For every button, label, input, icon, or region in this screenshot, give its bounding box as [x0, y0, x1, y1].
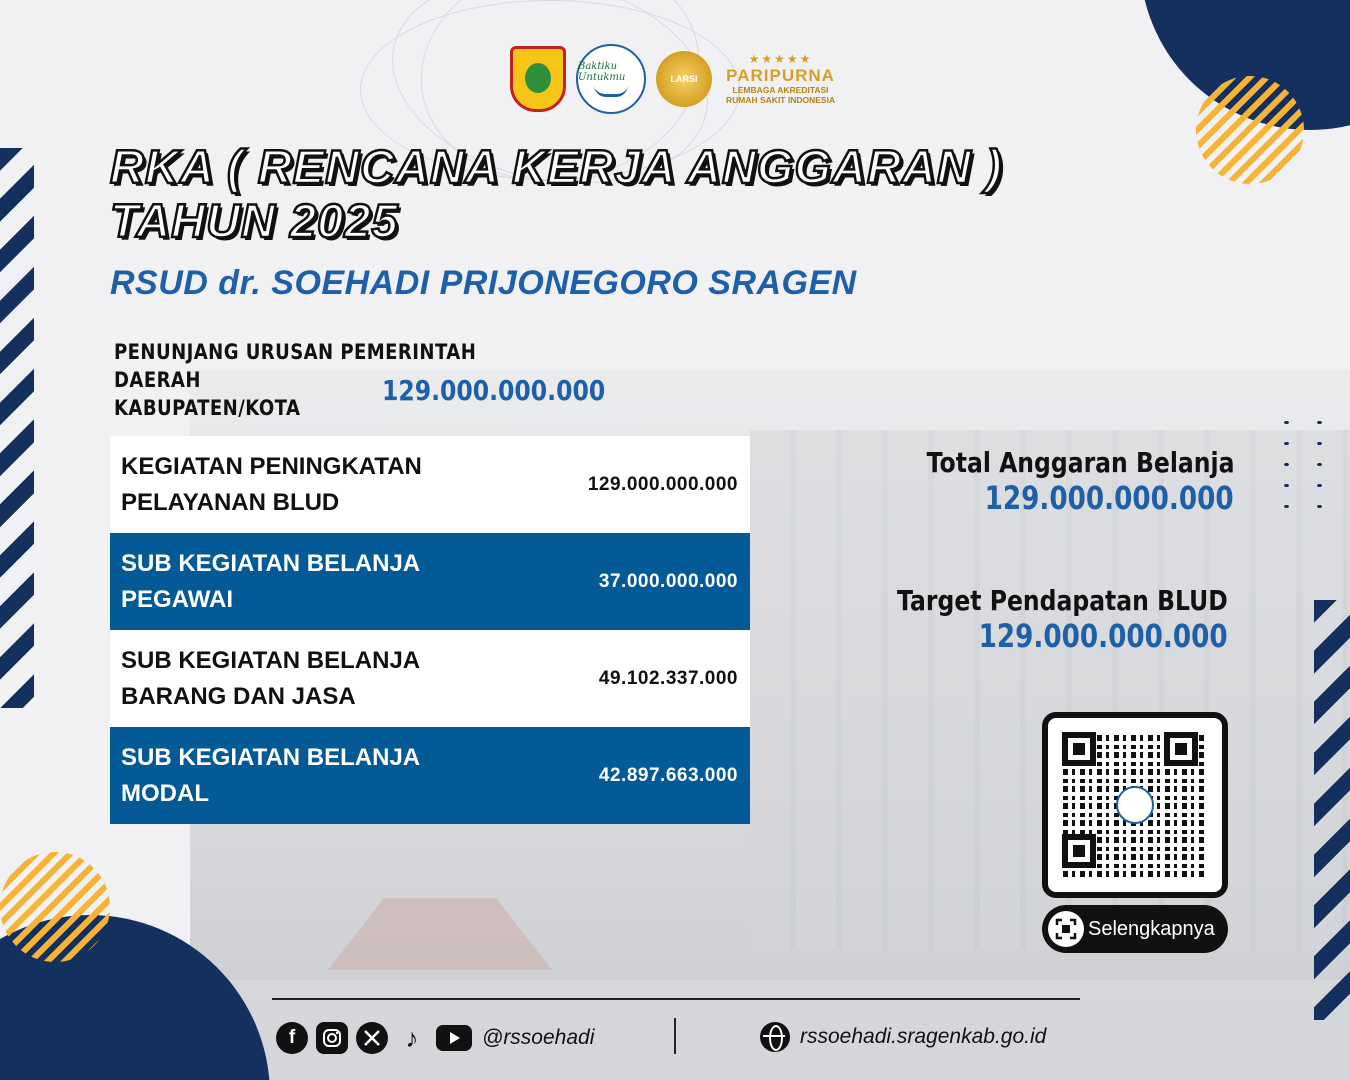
qr-finder-pattern	[1164, 732, 1198, 766]
penunjang-label-line2: KABUPATEN/KOTA	[114, 396, 301, 420]
row-label	[121, 449, 501, 521]
table-row	[110, 630, 750, 727]
facebook-icon[interactable]: f	[276, 1022, 308, 1054]
title-line-2: TAHUN 2025	[110, 194, 399, 247]
rsud-logo-text: Baktiku Untukmu	[578, 61, 626, 83]
sragen-regency-logo	[510, 46, 566, 112]
paripurna-title: PARIPURNA	[726, 66, 835, 86]
qr-finder-pattern	[1062, 834, 1096, 868]
footer-divider	[272, 998, 1080, 1000]
dot-grid-decoration	[1270, 412, 1336, 512]
row-label-line1: KEGIATAN PENINGKATAN	[121, 452, 422, 480]
target-revenue-label: Target Pendapatan BLUD	[897, 584, 1228, 617]
total-budget-value: 129.000.000.000	[985, 479, 1234, 517]
row-value: 37.000.000.000	[598, 570, 738, 592]
page-title	[110, 140, 1110, 248]
row-label	[121, 643, 501, 715]
selengkapnya-label: Selengkapnya	[1088, 917, 1215, 940]
row-value: 129.000.000.000	[587, 473, 738, 495]
table-row	[110, 436, 750, 533]
paripurna-badge	[726, 52, 835, 106]
row-label-line2: PELAYANAN BLUD	[121, 488, 340, 516]
target-revenue-value: 129.000.000.000	[979, 617, 1228, 655]
row-label	[121, 546, 501, 618]
logo-row	[510, 44, 835, 114]
paripurna-line1: LEMBAGA AKREDITASI	[732, 85, 829, 96]
penunjang-label-line1: PENUNJANG URUSAN PEMERINTAH DAERAH	[114, 340, 477, 392]
stars-icon: ★★★★★	[748, 52, 813, 67]
row-value: 49.102.337.000	[598, 667, 738, 689]
footer-separator	[674, 1018, 676, 1054]
larsi-logo	[656, 51, 712, 107]
website-link[interactable]	[760, 1022, 1046, 1052]
row-label-line2: BARANG DAN JASA	[121, 682, 356, 710]
total-budget-label: Total Anggaran Belanja	[926, 446, 1234, 479]
rsud-logo	[576, 44, 646, 114]
penunjang-value: 129.000.000.000	[382, 374, 606, 407]
social-handle[interactable]: @rssoehadi	[482, 1026, 595, 1049]
larsi-logo-text: LARSI	[670, 74, 698, 84]
qr-center-logo	[1116, 786, 1154, 824]
selengkapnya-button[interactable]	[1042, 905, 1228, 953]
budget-table	[110, 436, 750, 824]
row-label-line1: SUB KEGIATAN BELANJA	[121, 549, 421, 577]
row-label-line1: SUB KEGIATAN BELANJA	[121, 743, 421, 771]
target-revenue	[834, 584, 1228, 655]
hospital-name: RSUD dr. SOEHADI PRIJONEGORO SRAGEN	[110, 264, 857, 302]
instagram-icon[interactable]	[316, 1022, 348, 1054]
x-icon[interactable]	[356, 1022, 388, 1054]
striped-circle-top-right	[1196, 76, 1304, 184]
youtube-icon[interactable]	[436, 1025, 472, 1051]
table-row	[110, 727, 750, 824]
title-line-1: RKA ( RENCANA KERJA ANGGARAN )	[110, 140, 1003, 193]
social-links	[276, 1022, 594, 1054]
diagonal-stripes-left	[0, 148, 34, 708]
row-label-line1: SUB KEGIATAN BELANJA	[121, 646, 421, 674]
tiktok-icon[interactable]: ♪	[405, 1022, 419, 1053]
hands-icon	[594, 85, 628, 97]
qr-finder-pattern	[1062, 732, 1096, 766]
globe-icon	[760, 1022, 790, 1052]
paripurna-line2: RUMAH SAKIT INDONESIA	[726, 95, 836, 105]
qr-scan-icon	[1048, 911, 1084, 947]
striped-circle-bottom-left	[0, 852, 110, 962]
table-row	[110, 533, 750, 630]
website-url[interactable]: rssoehadi.sragenkab.go.id	[800, 1025, 1047, 1048]
row-value: 42.897.663.000	[598, 764, 738, 786]
row-label-line2: MODAL	[121, 779, 209, 807]
total-budget	[868, 446, 1234, 517]
row-label-line2: PEGAWAI	[121, 585, 234, 613]
diagonal-stripes-right	[1314, 600, 1350, 1020]
row-label	[121, 740, 501, 812]
